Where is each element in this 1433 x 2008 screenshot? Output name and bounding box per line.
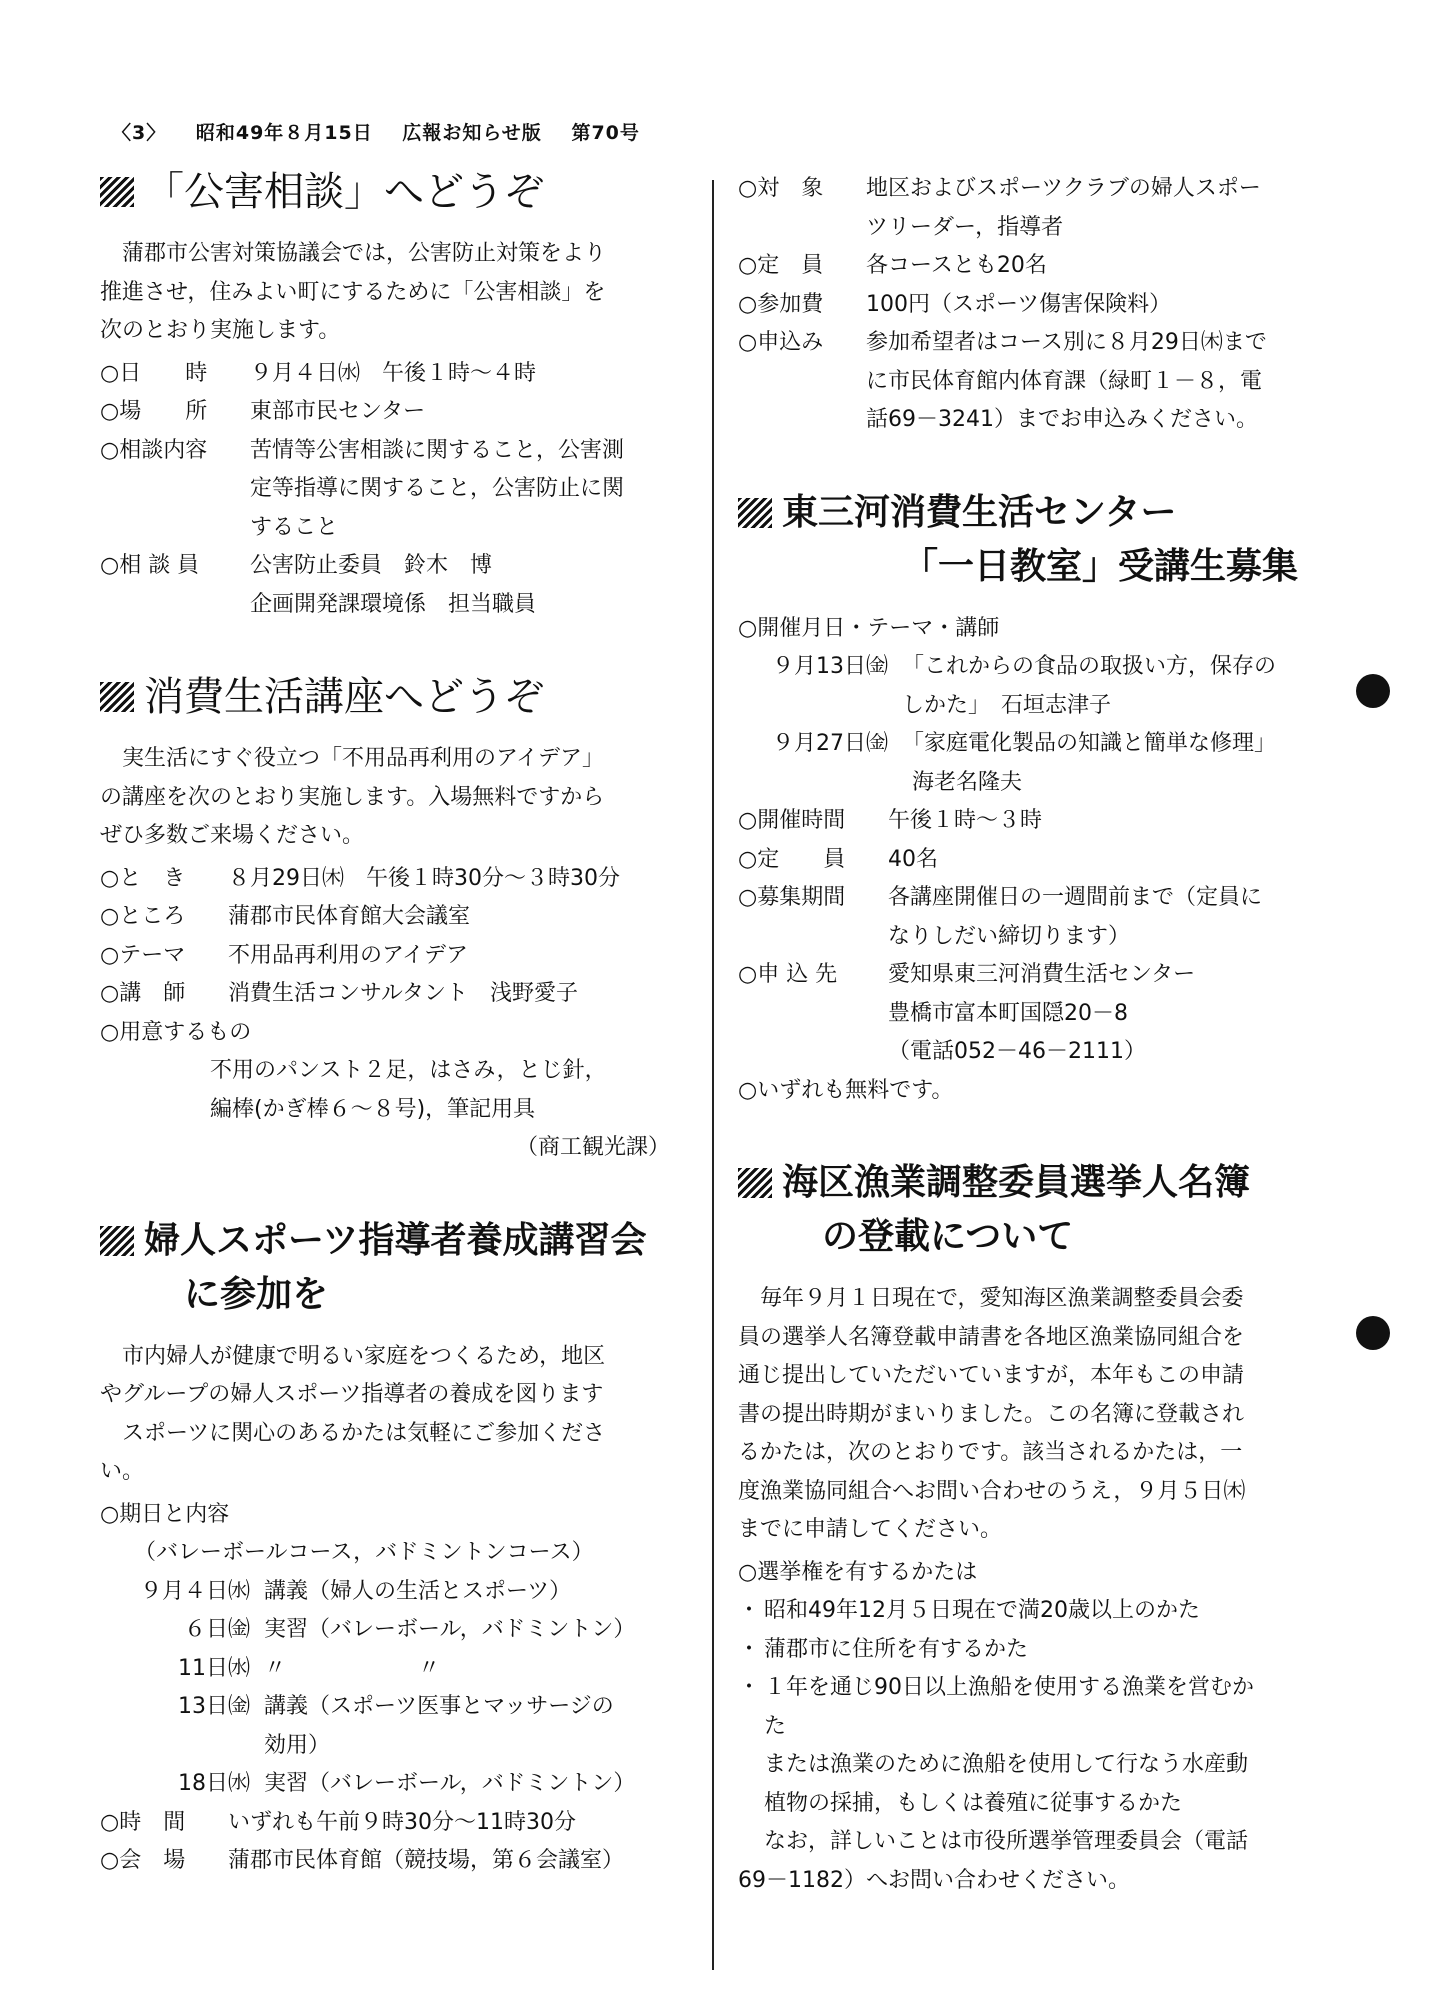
hatch-mark-icon bbox=[738, 1168, 772, 1198]
bullet-text: 昭和49年12月５日現在で満20歳以上のかた bbox=[764, 1598, 1200, 1623]
intro-line: るかたは，次のとおりです。該当されるかたは，一 bbox=[738, 1440, 1243, 1465]
schedule-date: 13日㈮ bbox=[178, 1694, 250, 1719]
schedule-content: 実習（バレーボール，バドミントン） bbox=[264, 1617, 636, 1642]
session-theme: 「これからの食品の取扱い方，保存の bbox=[902, 654, 1277, 679]
item-value: 不用品再利用のアイデア bbox=[228, 942, 469, 968]
item-key: ○参加費 bbox=[738, 291, 824, 317]
session-theme: 「家庭電化製品の知識と簡単な修理」 bbox=[902, 731, 1277, 756]
intro-line: 市内婦人が健康で明るい家庭をつくるため，地区 bbox=[122, 1343, 606, 1369]
value-line: に市民体育館内体育課（緑町１－８，電 bbox=[866, 368, 1263, 394]
value-line: ツリーダー，指導者 bbox=[866, 214, 1064, 240]
higashi-label: ○開催月日・テーマ・講師 bbox=[738, 615, 1000, 641]
title-line: に参加を bbox=[184, 1273, 329, 1315]
item-key: ○テーマ bbox=[100, 942, 186, 968]
intro-line: の講座を次のとおり実施します。入場無料ですから bbox=[100, 784, 605, 810]
item-key: ○開催時間 bbox=[738, 808, 846, 833]
kougai-item-datetime bbox=[100, 355, 680, 394]
schedule-row bbox=[100, 1688, 680, 1727]
kougai-item-staff bbox=[100, 547, 680, 624]
item-key: ○時 間 bbox=[100, 1809, 186, 1835]
value-line: なりしだい締切ります） bbox=[888, 923, 1131, 949]
value-line: （電話052－46－2111） bbox=[888, 1039, 1146, 1064]
item-value bbox=[888, 879, 1318, 956]
issue-date: 昭和49年８月15日 bbox=[195, 122, 373, 144]
intro-line: までに申請してください。 bbox=[738, 1517, 1003, 1542]
value-line: 愛知県東三河消費生活センター bbox=[888, 962, 1196, 987]
schedule-row bbox=[100, 1650, 680, 1689]
schedule-date bbox=[100, 1727, 264, 1766]
kaiku-tail bbox=[738, 1746, 1318, 1900]
session-date: ９月27日㈮ bbox=[772, 731, 888, 756]
shouhi-item-theme bbox=[100, 937, 680, 976]
value-line: 参加希望者はコース別に８月29日㈭まで bbox=[866, 330, 1267, 355]
session-cont: しかた」 石垣志津子 bbox=[902, 692, 1112, 718]
intro-line: 実生活にすぐ役立つ「不用品再利用のアイデア」 bbox=[122, 746, 605, 771]
item-value: いずれも午前９時30分～11時30分 bbox=[228, 1809, 576, 1835]
kougai-intro bbox=[100, 235, 680, 351]
fujin-heading bbox=[100, 1214, 680, 1322]
hatch-mark-icon bbox=[100, 177, 134, 207]
item-key: ○申込み bbox=[738, 330, 824, 355]
bullet-line: た bbox=[764, 1713, 787, 1739]
fujin-item-target bbox=[738, 170, 1318, 247]
item-value: 40名 bbox=[888, 846, 938, 872]
fujin-item-time bbox=[100, 1804, 680, 1843]
fujin-item-venue bbox=[100, 1842, 680, 1881]
item-key: ○ところ bbox=[100, 904, 186, 929]
higashi-item-capacity bbox=[738, 841, 1318, 880]
fujin-section bbox=[100, 1214, 680, 1881]
schedule-content: 効用） bbox=[264, 1732, 331, 1758]
higashi-item-apply bbox=[738, 956, 1318, 1072]
publication-title: 広報お知らせ版 bbox=[402, 122, 542, 144]
value-line: すること bbox=[250, 514, 339, 540]
item-value: ９月４日㈬ 午後１時～４時 bbox=[250, 360, 537, 386]
item-value: 東部市民センター bbox=[250, 399, 426, 424]
fujin-title bbox=[144, 1214, 647, 1322]
schedule-content: 〃 〃 bbox=[264, 1655, 441, 1681]
intro-line: 通じ提出していただいていますが，本年もこの申請 bbox=[738, 1363, 1245, 1388]
binding-hole-icon bbox=[1356, 1316, 1390, 1350]
item-value: 各コースとも20名 bbox=[866, 253, 1047, 278]
value-line: 公害防止委員 鈴木 博 bbox=[250, 553, 493, 578]
item-key: ○募集期間 bbox=[738, 885, 846, 910]
bullet-dot: ・ bbox=[738, 1636, 761, 1662]
column-divider bbox=[712, 180, 714, 1970]
item-value: 消費生活コンサルタント 浅野愛子 bbox=[228, 981, 579, 1006]
right-column bbox=[738, 170, 1318, 1946]
value-line: 苦情等公害相談に関すること，公害測 bbox=[250, 437, 625, 463]
item-key: ○と き bbox=[100, 865, 186, 891]
higashi-item-time bbox=[738, 802, 1318, 841]
shouhi-intro bbox=[100, 740, 680, 856]
item-value bbox=[866, 324, 1318, 440]
intro-line: 次のとおり実施します。 bbox=[100, 318, 341, 343]
fujin-item-capacity bbox=[738, 247, 1318, 286]
hatch-mark-icon bbox=[100, 682, 134, 712]
item-value bbox=[250, 547, 680, 624]
intro-line: スポーツに関心のあるかたは気軽にご参加くださ bbox=[122, 1420, 606, 1446]
intro-line: 度漁業協同組合へお問い合わせのうえ，９月５日㈭ bbox=[738, 1478, 1246, 1504]
item-value: 100円（スポーツ傷害保険料） bbox=[866, 291, 1172, 317]
schedule-content: 講義（婦人の生活とスポーツ） bbox=[264, 1578, 572, 1604]
title-line: 婦人スポーツ指導者養成講習会 bbox=[144, 1219, 647, 1261]
schedule-row bbox=[100, 1573, 680, 1612]
kaiku-heading bbox=[738, 1156, 1318, 1264]
tail-line: なお，詳しいことは市役所選挙管理委員会（電話 bbox=[764, 1829, 1249, 1854]
kaiku-bullet bbox=[738, 1669, 1318, 1746]
tail-line: または漁業のために漁船を使用して行なう水産動 bbox=[764, 1752, 1249, 1777]
higashi-title bbox=[782, 486, 1298, 594]
bullet-line: １年を通じ90日以上漁船を使用する漁業を営むか bbox=[764, 1675, 1254, 1700]
higashi-section bbox=[738, 486, 1318, 1111]
kougai-item-content bbox=[100, 432, 680, 548]
fujin-intro bbox=[100, 1338, 680, 1492]
title-line: 海区漁業調整委員選挙人名簿 bbox=[782, 1162, 1251, 1203]
kougai-title: 「公害相談」へどうぞ bbox=[144, 169, 544, 215]
shouhi-title: 消費生活講座へどうぞ bbox=[144, 674, 544, 720]
bullet-dot: ・ bbox=[738, 1675, 761, 1700]
schedule-date: ９月４日㈬ bbox=[139, 1578, 250, 1604]
item-value bbox=[888, 956, 1318, 1072]
left-column bbox=[100, 165, 680, 1927]
intro-line: やグループの婦人スポーツ指導者の養成を図ります bbox=[100, 1382, 604, 1407]
higashi-note: ○いずれも無料です。 bbox=[738, 1077, 954, 1103]
higashi-heading bbox=[738, 486, 1318, 594]
title-line: の登載について bbox=[822, 1216, 1074, 1257]
bullet-dot: ・ bbox=[738, 1598, 761, 1623]
kaiku-title bbox=[782, 1156, 1250, 1264]
value-line: 定等指導に関すること，公害防止に関 bbox=[250, 476, 625, 501]
schedule-row bbox=[100, 1765, 680, 1804]
intro-line: 毎年９月１日現在で，愛知海区漁業調整委員会委 bbox=[760, 1286, 1244, 1311]
session-date: ９月13日㈮ bbox=[772, 654, 888, 679]
schedule-date: 11日㈬ bbox=[178, 1655, 250, 1681]
schedule-row bbox=[100, 1727, 680, 1766]
fujin-period-label: ○期日と内容 bbox=[100, 1501, 230, 1527]
higashi-item-period bbox=[738, 879, 1318, 956]
shouhi-prep-label: ○用意するもの bbox=[100, 1019, 252, 1045]
tail-line: 植物の採捕，もしくは養殖に従事するかた bbox=[764, 1790, 1183, 1816]
page-number: 〈3〉 bbox=[112, 122, 167, 144]
schedule-date: 18日㈬ bbox=[178, 1771, 250, 1796]
fujin-item-fee bbox=[738, 286, 1318, 325]
kaiku-bullet bbox=[738, 1631, 1318, 1670]
shouhi-dept: （商工観光課） bbox=[515, 1135, 670, 1160]
item-value: ８月29日㈭ 午後１時30分～３時30分 bbox=[228, 865, 620, 891]
title-line: 「一日教室」受講生募集 bbox=[902, 545, 1299, 587]
item-key: ○相 談 員 bbox=[100, 553, 200, 578]
intro-line: 書の提出時期がまいりました。この名簿に登載され bbox=[738, 1401, 1245, 1427]
kougai-section bbox=[100, 165, 680, 624]
item-value bbox=[866, 170, 1318, 247]
intro-line: 員の選挙人名簿登載申請書を各地区漁業協同組合を bbox=[738, 1324, 1245, 1350]
item-key: ○日 時 bbox=[100, 360, 208, 386]
value-line: 地区およびスポーツクラブの婦人スポー bbox=[866, 176, 1261, 201]
bullet-text bbox=[764, 1669, 1254, 1746]
kaiku-intro bbox=[738, 1280, 1318, 1550]
shouhi-heading bbox=[100, 670, 680, 724]
kougai-heading bbox=[100, 165, 680, 219]
fujin-continued bbox=[738, 170, 1318, 440]
hatch-mark-icon bbox=[738, 498, 772, 528]
item-key: ○会 場 bbox=[100, 1848, 186, 1873]
item-value: 蒲郡市民体育館（競技場，第６会議室） bbox=[228, 1848, 625, 1873]
item-key: ○定 員 bbox=[738, 253, 824, 278]
item-key: ○定 員 bbox=[738, 846, 846, 872]
binding-hole-icon bbox=[1356, 674, 1390, 708]
item-value: 午後１時～３時 bbox=[888, 808, 1043, 833]
shouhi-section bbox=[100, 670, 680, 1168]
value-line: 豊橋市富本町国隠20－8 bbox=[888, 1000, 1128, 1026]
shouhi-prep-line: 編棒(かぎ棒６～８号)，筆記用具 bbox=[210, 1096, 536, 1122]
item-key: ○講 師 bbox=[100, 981, 186, 1006]
page-header bbox=[112, 118, 662, 145]
value-line: 各講座開催日の一週間前まで（定員に bbox=[888, 885, 1263, 910]
intro-line: 蒲郡市公害対策協議会では，公害防止対策をより bbox=[122, 241, 607, 266]
kaiku-label: ○選挙権を有するかたは bbox=[738, 1559, 978, 1585]
schedule-row bbox=[100, 1611, 680, 1650]
item-value: 蒲郡市民体育館大会議室 bbox=[228, 904, 471, 929]
item-key: ○対 象 bbox=[738, 176, 824, 201]
value-line: 話69－3241）までお申込みください。 bbox=[866, 407, 1258, 432]
fujin-item-apply bbox=[738, 324, 1318, 440]
session-cont: 海老名隆夫 bbox=[912, 769, 1023, 795]
value-line: 企画開発課環境係 担当職員 bbox=[250, 591, 537, 617]
session-row bbox=[738, 648, 1318, 687]
item-key: ○相談内容 bbox=[100, 437, 208, 463]
hatch-mark-icon bbox=[100, 1226, 134, 1256]
item-key: ○場 所 bbox=[100, 399, 208, 424]
item-value bbox=[250, 432, 680, 548]
fujin-courses: （バレーボールコース，バドミントンコース） bbox=[134, 1540, 594, 1565]
bullet-text: 蒲郡市に住所を有するかた bbox=[764, 1636, 1029, 1662]
kaiku-section bbox=[738, 1156, 1318, 1900]
intro-line: ぜひ多数ご来場ください。 bbox=[100, 823, 365, 848]
kaiku-bullet bbox=[738, 1592, 1318, 1631]
shouhi-item-where bbox=[100, 898, 680, 937]
schedule-content: 講義（スポーツ医事とマッサージの bbox=[264, 1694, 614, 1719]
title-line: 東三河消費生活センター bbox=[782, 491, 1177, 533]
schedule-date: ６日㈮ bbox=[183, 1617, 250, 1642]
intro-line: 推進させ，住みよい町にするために「公害相談」を bbox=[100, 279, 606, 305]
session-row bbox=[738, 725, 1318, 764]
shouhi-item-when bbox=[100, 860, 680, 899]
kougai-item-place bbox=[100, 393, 680, 432]
shouhi-item-lecturer bbox=[100, 975, 680, 1014]
tail-line: 69－1182）へお問い合わせください。 bbox=[738, 1867, 1130, 1893]
schedule-content: 実習（バレーボール，バドミントン） bbox=[264, 1771, 636, 1796]
item-key: ○申 込 先 bbox=[738, 962, 838, 987]
shouhi-prep-line: 不用のパンスト２足，はさみ，とじ針， bbox=[210, 1058, 607, 1083]
issue-number: 第70号 bbox=[571, 122, 640, 144]
intro-line: い。 bbox=[100, 1459, 145, 1484]
